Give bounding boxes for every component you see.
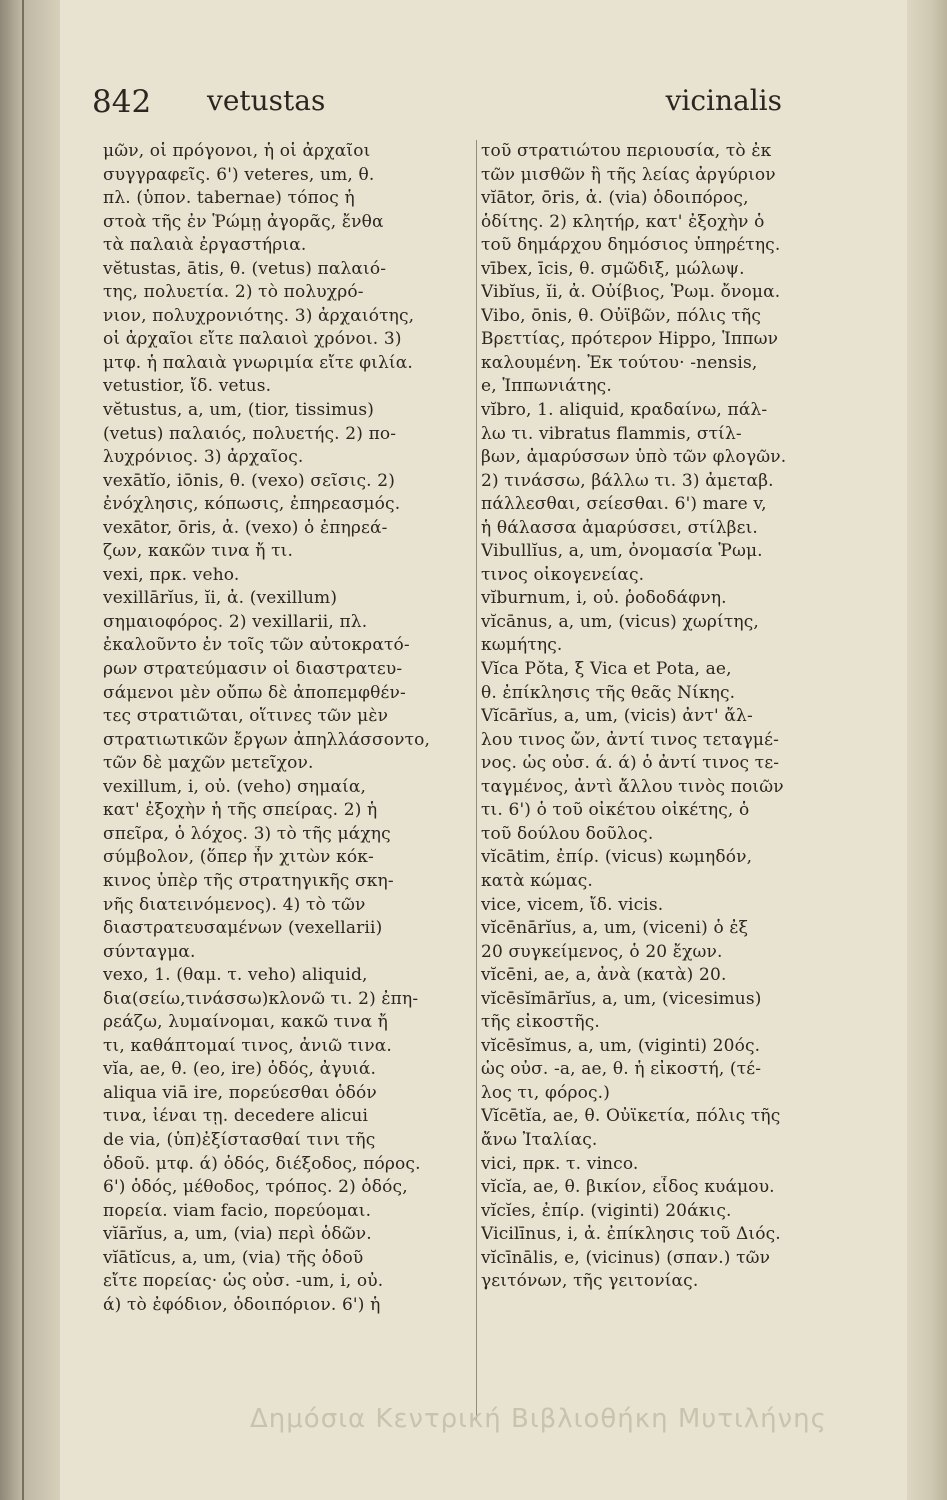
text-line: ταγμένος, ἀντὶ ἄλλου τινὸς ποιῶν: [481, 776, 784, 797]
text-line: διαστρατευσαμένων (vexellarii): [103, 918, 383, 939]
text-line: ὁδίτης. 2) κλητήρ, κατ' ἐξοχὴν ὁ: [481, 211, 765, 232]
text-line: σπεῖρα, ὁ λόχος. 3) τὸ τῆς μάχης: [103, 823, 391, 844]
text-line: ὁδοῦ. μτφ. ά) ὁδός, διέξοδος, πόρος.: [103, 1153, 421, 1174]
page-number: 842: [92, 84, 152, 120]
text-line: τοῦ δημάρχου δημόσιος ὑπηρέτης.: [481, 235, 781, 256]
right-column: [481, 140, 851, 1294]
text-line: γειτόνων, τῆς γειτονίας.: [481, 1271, 699, 1292]
text-line: συγγραφεῖς. 6') veteres, um, θ.: [103, 164, 375, 185]
text-line: vici, πρκ. τ. vinco.: [481, 1153, 639, 1174]
text-line: Vibullĭus, a, um, ὀνομασία Ῥωμ.: [481, 541, 763, 562]
text-line: vĭbro, 1. aliquid, κραδαίνω, πάλ-: [481, 400, 768, 421]
running-header: [92, 84, 782, 124]
text-line: κινος ὑπὲρ τῆς στρατηγικῆς σκη-: [103, 870, 394, 891]
book-spine-shadow: [0, 0, 60, 1500]
text-line: στοὰ τῆς ἐν Ῥώμῃ ἀγορᾶς, ἔνθα: [103, 211, 384, 232]
text-line: vexātĭo, iōnis, θ. (vexo) σεῖσις. 2): [103, 470, 396, 491]
text-line: εἴτε πορείας· ὡς οὐσ. -um, i, οὐ.: [103, 1271, 384, 1292]
text-line: βων, ἀμαρύσσων ὑπὸ τῶν φλογῶν.: [481, 447, 787, 468]
text-line: Vibĭus, ĭi, ἀ. Οὐίβιος, Ῥωμ. ὄνομα.: [481, 282, 781, 303]
text-line: ρεάζω, λυμαίνομαι, κακῶ τινα ἤ: [103, 1012, 389, 1033]
text-line: vexātor, ōris, ἀ. (vexo) ὁ ἐπηρεά-: [103, 517, 388, 538]
text-line: Vĭca Pŏta, ξ Vica et Pota, ae,: [481, 659, 732, 680]
text-line: τινος οἰκογενείας.: [481, 564, 645, 585]
text-line: Vĭcētĭa, ae, θ. Οὐϊκετία, πόλις τῆς: [481, 1106, 781, 1127]
text-line: λυχρόνιος. 3) ἀρχαῖος.: [103, 447, 304, 468]
text-line: 2) τινάσσω, βάλλω τι. 3) ἀμεταβ.: [481, 470, 774, 491]
text-line: κωμήτης.: [481, 635, 563, 656]
text-line: μῶν, οἱ πρόγονοι, ἡ οἱ ἀρχαῖοι: [103, 141, 371, 161]
text-line: vĭburnum, i, οὐ. ῥοδοδάφνη.: [481, 588, 727, 609]
text-line: ρων στρατεύμασιν οἱ διαστρατευ-: [103, 659, 403, 680]
text-line: κατ' ἐξοχὴν ἡ τῆς σπείρας. 2) ἡ: [103, 800, 378, 821]
text-line: σύμβολον, (ὅπερ ἦν χιτὼν κόκ-: [103, 847, 374, 868]
text-line: vĕtustus, a, um, (tior, tissimus): [103, 400, 375, 421]
text-line: τοῦ στρατιώτου περιουσία, τὸ ἐκ: [481, 141, 772, 161]
text-line: vĭātĭcus, a, um, (via) τῆς ὁδοῦ: [103, 1247, 364, 1268]
text-line: vĭcĭa, ae, θ. βικίον, εἶδος κυάμου.: [481, 1177, 775, 1198]
text-line: Vicilīnus, i, ἀ. ἐπίκλησις τοῦ Διός.: [481, 1224, 781, 1245]
text-line: vĭcātim, ἐπίρ. (vicus) κωμηδόν,: [481, 847, 753, 868]
text-line: vexillārĭus, ĭi, ἀ. (vexillum): [103, 588, 338, 609]
text-line: λου τινος ὤν, ἀντί τινος τεταγμέ-: [481, 729, 779, 750]
text-line: de via, (ὑπ)ἐξίστασθαί τινι τῆς: [103, 1129, 376, 1150]
text-line: θ. ἐπίκλησις τῆς θεᾶς Νίκης.: [481, 682, 736, 703]
text-line: vetustior, ἴδ. vetus.: [103, 376, 272, 397]
text-line: vĭcānus, a, um, (vicus) χωρίτης,: [481, 611, 759, 632]
text-line: τινα, ἰέναι τῃ. decedere alicui: [103, 1106, 369, 1127]
text-line: ἄνω Ἰταλίας.: [481, 1129, 598, 1150]
text-line: aliqua viā ire, πορεύεσθαι ὁδόν: [103, 1082, 377, 1103]
text-line: σημαιοφόρος. 2) vexillarii, πλ.: [103, 611, 368, 632]
text-line: vĭārĭus, a, um, (via) περὶ ὁδῶν.: [103, 1224, 372, 1245]
text-line: vĭcīnālis, e, (vicinus) (σπαν.) τῶν: [481, 1247, 771, 1268]
text-line: οἱ ἀρχαῖοι εἴτε παλαιοὶ χρόνοι. 3): [103, 329, 402, 350]
right-guide-word: vicinalis: [665, 84, 782, 117]
text-line: vice, vicem, ἴδ. vicis.: [481, 894, 664, 915]
text-line: ἐνόχλησις, κόπωσις, ἐπηρεασμός.: [103, 494, 401, 515]
text-line: της, πολυετία. 2) τὸ πολυχρό-: [103, 282, 364, 303]
text-line: Vibo, ōnis, θ. Οὐϊβῶν, πόλις τῆς: [481, 305, 761, 326]
text-line: Vĭcārĭus, a, um, (vicis) ἀντ' ἄλ-: [481, 706, 753, 727]
text-line: vexillum, i, οὐ. (veho) σημαία,: [103, 776, 367, 797]
text-line: καλουμένη. Ἐκ τούτου· -nensis,: [481, 352, 758, 373]
text-line: vĭcēsĭmārĭus, a, um, (vicesimus): [481, 988, 762, 1009]
text-line: πάλλεσθαι, σείεσθαι. 6') mare v,: [481, 494, 767, 515]
text-line: τῆς εἰκοστῆς.: [481, 1012, 600, 1033]
text-line: vĭcēni, ae, a, ἀνὰ (κατὰ) 20.: [481, 965, 727, 986]
text-line: τὰ παλαιὰ ἐργαστήρια.: [103, 235, 307, 256]
text-line: ἐκαλοῦντο ἐν τοῖς τῶν αὐτοκρατό-: [103, 635, 410, 656]
text-line: Βρεττίας, πρότερον Hippo, Ἱππων: [481, 329, 779, 350]
text-line: vexi, πρκ. veho.: [103, 564, 240, 585]
text-line: (vetus) παλαιός, πολυετής. 2) πο-: [103, 423, 397, 444]
text-line: πλ. (ὑπον. tabernae) τόπος ἡ: [103, 188, 355, 209]
text-line: τῶν δὲ μαχῶν μετεῖχον.: [103, 753, 314, 774]
left-guide-word: vetustas: [207, 84, 326, 117]
text-line: vĭcĭes, ἐπίρ. (viginti) 20άκις.: [481, 1200, 732, 1221]
text-line: δια(σείω,τινάσσω)κλονῶ τι. 2) ἐπη-: [103, 988, 419, 1009]
text-line: 20 συγκείμενος, ὁ 20 ἔχων.: [481, 941, 723, 962]
text-line: ά) τὸ ἐφόδιον, ὁδοιπόριον. 6') ἡ: [103, 1294, 381, 1315]
page-edge: [907, 0, 947, 1500]
text-line: πορεία. viam facio, πορεύομαι.: [103, 1200, 372, 1221]
text-line: σύνταγμα.: [103, 941, 196, 962]
text-line: τῶν μισθῶν ἢ τῆς λείας ἀργύριον: [481, 164, 776, 185]
text-line: vĭcēnārĭus, a, um, (viceni) ὁ ἐξ: [481, 918, 749, 939]
text-line: ὡς οὐσ. -a, ae, θ. ἡ εἰκοστή, (τέ-: [481, 1059, 762, 1080]
text-line: ἡ θάλασσα ἀμαρύσσει, στίλβει.: [481, 517, 758, 538]
text-line: τι, καθάπτομαί τινος, ἀνιῶ τινα.: [103, 1035, 392, 1056]
text-line: ζων, κακῶν τινα ἤ τι.: [103, 541, 294, 562]
left-column: [103, 140, 473, 1317]
text-line: στρατιωτικῶν ἔργων ἀπηλλάσσοντο,: [103, 729, 431, 750]
text-line: κατὰ κώμας.: [481, 870, 593, 891]
text-line: μτφ. ἡ παλαιὰ γνωριμία εἴτε φιλία.: [103, 352, 413, 373]
text-line: νῆς διατεινόμενος). 4) τὸ τῶν: [103, 894, 366, 915]
library-watermark: Δημόσια Κεντρική Βιβλιοθήκη Μυτιλήνης: [250, 1404, 827, 1434]
text-line: e, Ἱππωνιάτης.: [481, 376, 612, 397]
text-line: νος. ὡς οὐσ. ά. ά) ὁ ἀντί τινος τε-: [481, 753, 780, 774]
column-divider: [476, 140, 477, 1420]
text-line: λος τι, φόρος.): [481, 1082, 610, 1103]
text-line: vĕtustas, ātis, θ. (vetus) παλαιό-: [103, 258, 387, 279]
text-line: vĭātor, ōris, ἀ. (via) ὁδοιπόρος,: [481, 188, 749, 209]
text-line: vĭa, ae, θ. (eo, ire) ὁδός, ἀγυιά.: [103, 1059, 377, 1080]
text-line: τι. 6') ὁ τοῦ οἰκέτου οἰκέτης, ὁ: [481, 800, 750, 821]
text-line: νιον, πολυχρονιότης. 3) ἀρχαιότης,: [103, 305, 415, 326]
text-line: vexo, 1. (θαμ. τ. veho) aliquid,: [103, 965, 368, 986]
text-line: τες στρατιῶται, οἵτινες τῶν μὲν: [103, 706, 389, 727]
text-line: vĭcēsĭmus, a, um, (viginti) 20ός.: [481, 1035, 761, 1056]
text-line: vībex, īcis, θ. σμῶδιξ, μώλωψ.: [481, 258, 745, 279]
text-line: 6') ὁδός, μέθοδος, τρόπος. 2) ὁδός,: [103, 1177, 408, 1198]
text-line: τοῦ δούλου δοῦλος.: [481, 823, 654, 844]
text-line: σάμενοι μὲν οὔπω δὲ ἀποπεμφθέν-: [103, 682, 406, 703]
text-line: λω τι. vibratus flammis, στίλ-: [481, 423, 742, 444]
binding-line: [22, 0, 24, 1500]
